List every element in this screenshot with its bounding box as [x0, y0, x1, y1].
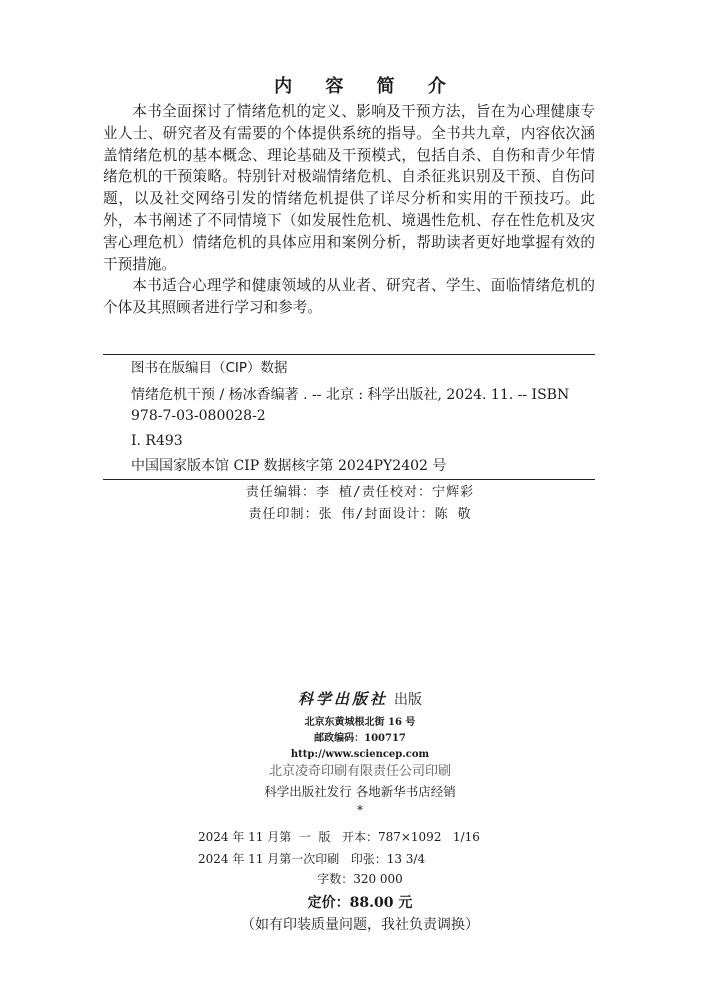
- summary-paragraph: 本书适合心理学和健康领域的从业者、研究者、学生、面临情绪危机的个体及其照顾者进行学习和参考。: [103, 277, 595, 317]
- edition-specs: [198, 826, 480, 870]
- editor-credit-line: 责任印制：张 伟/封面设计：陈 敬: [248, 507, 472, 522]
- publisher-suffix: 出版: [394, 692, 422, 708]
- price: 定价：88.00 元: [307, 895, 413, 911]
- publisher-title: [0, 688, 720, 709]
- cip-classification: Ⅰ. R493: [131, 433, 183, 449]
- cip-check-number: 中国国家版本馆 CIP 数据核字第 2024PY2402 号: [131, 458, 447, 474]
- summary-paragraph: 本书全面探讨了情绪危机的定义、影响及干预方法，旨在为心理健康专业人士、研究者及有需要的个体提供系统的指导。全书共九章，内容依次涵盖情绪危机的基本概念、理论基础及干预模式，包括自杀、自伤和青少年情绪危机的干预策略。特别针对极端情绪危机、自杀征兆识别及干预、自伤问题，以及社交网络引发的情绪危机提供了详尽分析和实用的干预技巧。此外，本书阐述了不同情境下（如发展性危机、境遇性危机、存在性危机及灾害心理危机）情绪危机的具体应用和案例分析，帮助读者更好地掌握有效的干预措施。: [103, 103, 595, 273]
- cip-record-line: 情绪危机干预 / 杨冰香编著 . -- 北京 : 科学出版社, 2024. 11. -- ISBN: [131, 387, 570, 403]
- editor-credits: [0, 482, 720, 526]
- page-title: 内 容 简 介: [274, 76, 460, 97]
- cip-heading: 图书在版编目（CIP）数据: [131, 360, 288, 376]
- word-count: 字数：320 000: [317, 872, 403, 886]
- cip-block: [103, 354, 595, 480]
- impression-line: 2024 年 11 月第一次印刷 印张：13 3/4: [198, 852, 426, 866]
- publisher-address: 北京东黄城根北街 16 号: [304, 717, 416, 728]
- separator-star: *: [357, 803, 363, 817]
- distribution-line: 科学出版社发行 各地新华书店经销: [264, 784, 456, 799]
- cip-record: [103, 385, 595, 427]
- cip-isbn: 978-7-03-080028-2: [131, 408, 266, 424]
- printer-line: 北京凌奇印刷有限责任公司印刷: [268, 764, 451, 779]
- publisher-name: 科学出版社: [297, 690, 388, 708]
- publisher-website: http://www.sciencep.com: [290, 749, 430, 760]
- edition-line: 2024 年 11 月第 一 版 开本：787×1092 1/16: [198, 830, 480, 844]
- editor-credit-line: 责任编辑：李 植/责任校对：宁辉彩: [245, 485, 475, 500]
- publisher-block: [0, 688, 720, 763]
- publisher-postcode: 邮政编码：100717: [314, 733, 406, 744]
- content-summary: [103, 101, 595, 319]
- quality-note: （如有印装质量问题，我社负责调换）: [241, 917, 479, 933]
